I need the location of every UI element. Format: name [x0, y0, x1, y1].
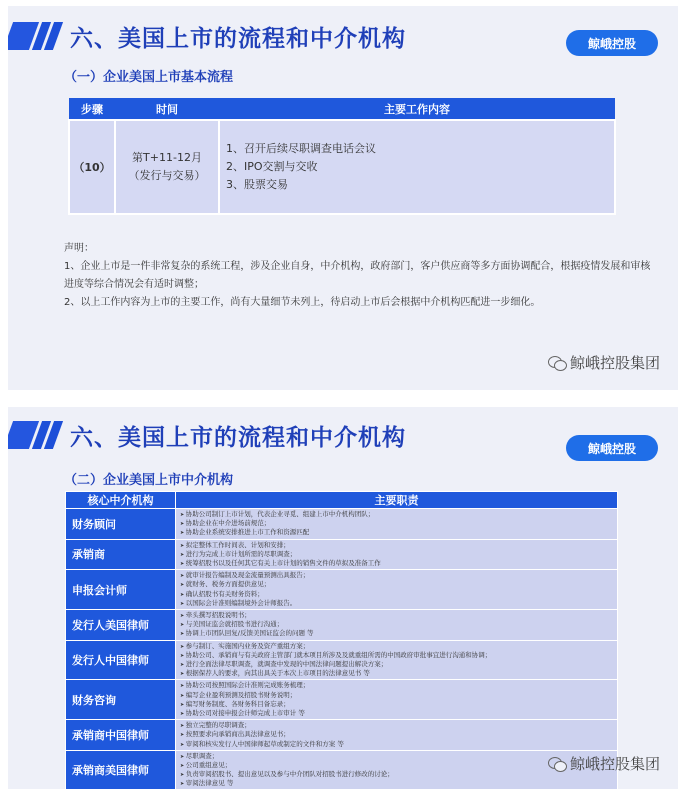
role-cell: 承销商美国律师 — [66, 750, 176, 789]
duty-item: ➤ 以国际会计准则编制境外会计师报告。 — [180, 599, 613, 608]
duty-item: ➤ 根据保荐人的要求，向其出具关于本次上市项目的法律意见书 等 — [180, 669, 613, 678]
duties-cell — [176, 640, 618, 680]
table-row — [66, 640, 618, 680]
table-row — [66, 680, 618, 720]
task-item: 3、股票交易 — [226, 178, 288, 191]
duty-item: ➤ 编写财务制度、各财务科目备忘录； — [180, 700, 613, 709]
duty-item: ➤ 审阅法律意见 等 — [180, 779, 613, 788]
slide-title: 六、美国上市的流程和中介机构 — [70, 25, 406, 52]
duty-item: ➤ 协助公司按照国际会计准则完成账务梳理； — [180, 681, 613, 690]
duty-item: ➤ 协助公司制订上市计划，代表企业寻觅、组建上市中介机构团队； — [180, 510, 613, 519]
disclaimer-item: 1、企业上市是一件非常复杂的系统工程，涉及企业自身，中介机构，政府部门，客户供应商等多方面协调配合，根据疫情发展和审核进度等综合情况会有适时调整； — [64, 261, 651, 290]
disclaimer — [64, 240, 654, 312]
step-cell: （10） — [69, 120, 115, 214]
role-cell: 发行人中国律师 — [66, 640, 176, 680]
duties-cell — [176, 720, 618, 751]
duty-item: ➤ 协调上市团队回复/反馈美国证监会的问题 等 — [180, 629, 613, 638]
duty-item: ➤ 审阅和核实发行人中国律师起草或制定的文件和方案 等 — [180, 740, 613, 749]
duty-item: ➤ 就财务、税务方面提供意见； — [180, 580, 613, 589]
duty-item: ➤ 统筹招股书以及任何其它有关上市计划的销售文件的草拟及准备工作 — [180, 559, 613, 568]
duty-item: ➤ 与美国证监会就招股书进行沟通； — [180, 620, 613, 629]
slide-title: 六、美国上市的流程和中介机构 — [70, 424, 406, 451]
intermediary-table — [65, 491, 618, 789]
title-stripes-icon — [8, 421, 58, 449]
disclaimer-item: 2、以上工作内容为上市的主要工作，尚有大量细节未列上，待启动上市后会根据中介机构匹配进一步细化。 — [64, 297, 541, 308]
wechat-icon — [548, 356, 566, 370]
watermark — [548, 753, 660, 774]
duty-item: ➤ 独立完整的尽职调查； — [180, 721, 613, 730]
duties-cell — [176, 509, 618, 540]
table-row — [66, 509, 618, 540]
duty-item: ➤ 进行为完成上市计划所需的尽职调查； — [180, 550, 613, 559]
watermark-text: 鲸峨控股集团 — [569, 755, 660, 773]
title-bar — [8, 417, 406, 453]
time-phase: （发行与交易） — [128, 169, 206, 182]
watermark — [548, 352, 660, 373]
role-cell: 申报会计师 — [66, 570, 176, 610]
title-stripes-icon — [8, 22, 58, 50]
title-bar — [8, 18, 406, 54]
role-cell: 承销商 — [66, 539, 176, 570]
duty-item: ➤ 参与制订、实施国内业务及资产重组方案； — [180, 642, 613, 651]
tasks-cell — [219, 120, 615, 214]
table-row — [69, 120, 615, 214]
slide-intermediaries — [8, 407, 678, 789]
duty-item: ➤ 进行全面法律尽职调查，就调查中发现的中国法律问题提出解决方案； — [180, 660, 613, 669]
watermark-text: 鲸峨控股集团 — [569, 354, 660, 372]
duties-cell — [176, 539, 618, 570]
duty-item: ➤ 就审计报告编制及现金流量预测出具报告； — [180, 571, 613, 580]
role-cell: 财务咨询 — [66, 680, 176, 720]
duties-cell — [176, 570, 618, 610]
disclaimer-heading: 声明： — [64, 243, 94, 254]
section-subtitle: （一）企业美国上市基本流程 — [64, 70, 234, 85]
table-row — [66, 570, 618, 610]
duties-cell — [176, 680, 618, 720]
duty-item: ➤ 按照要求向承销商出具法律意见书； — [180, 730, 613, 739]
duty-item: ➤ 牵头撰写招股说明书； — [180, 611, 613, 620]
header-time: 时间 — [115, 98, 219, 120]
role-cell: 承销商中国律师 — [66, 720, 176, 751]
duty-item: ➤ 协助公司、承销商与有关政府主管部门就本项目所涉及及就重组所需的中国政府审批事宜进行沟通和协调； — [180, 651, 613, 660]
slide-process — [8, 6, 678, 390]
table-row — [66, 750, 618, 789]
table-row — [66, 610, 618, 641]
brand-badge: 鲸峨控股 — [566, 30, 658, 56]
section-subtitle: （二）企业美国上市中介机构 — [64, 473, 234, 488]
table-row — [66, 539, 618, 570]
time-line: 第T+11-12月 — [132, 151, 202, 164]
time-cell — [115, 120, 219, 214]
header-tasks: 主要工作内容 — [219, 98, 615, 120]
duties-cell — [176, 610, 618, 641]
duty-item: ➤ 拟定整体工作时间表、计划和安排； — [180, 541, 613, 550]
duty-item: ➤ 协助企业系统安排推进上市工作和资源匹配 — [180, 528, 613, 537]
duty-item: ➤ 编写企业盈利预测及招股书财务说明； — [180, 691, 613, 700]
role-cell: 财务顾问 — [66, 509, 176, 540]
duty-item: ➤ 负责审阅招股书、提出意见以及参与中介团队对招股书进行修改的讨论； — [180, 770, 613, 779]
table-row — [66, 720, 618, 751]
duty-item: ➤ 协助企业在中介进场前规范； — [180, 519, 613, 528]
header-duties: 主要职责 — [176, 492, 618, 509]
duty-item: ➤ 协助公司对接申报会计师完成上市审计 等 — [180, 709, 613, 718]
header-step: 步骤 — [69, 98, 115, 120]
brand-badge: 鲸峨控股 — [566, 435, 658, 461]
task-item: 2、IPO交割与交收 — [226, 160, 318, 173]
duty-item: ➤ 确认招股书有关财务资料； — [180, 590, 613, 599]
duty-item: ➤ 尽职调查； — [180, 752, 613, 761]
header-role: 核心中介机构 — [66, 492, 176, 509]
wechat-icon — [548, 757, 566, 771]
duty-item: ➤ 公司重组意见； — [180, 761, 613, 770]
role-cell: 发行人美国律师 — [66, 610, 176, 641]
process-table — [68, 98, 616, 215]
task-item: 1、召开后续尽职调查电话会议 — [226, 142, 376, 155]
